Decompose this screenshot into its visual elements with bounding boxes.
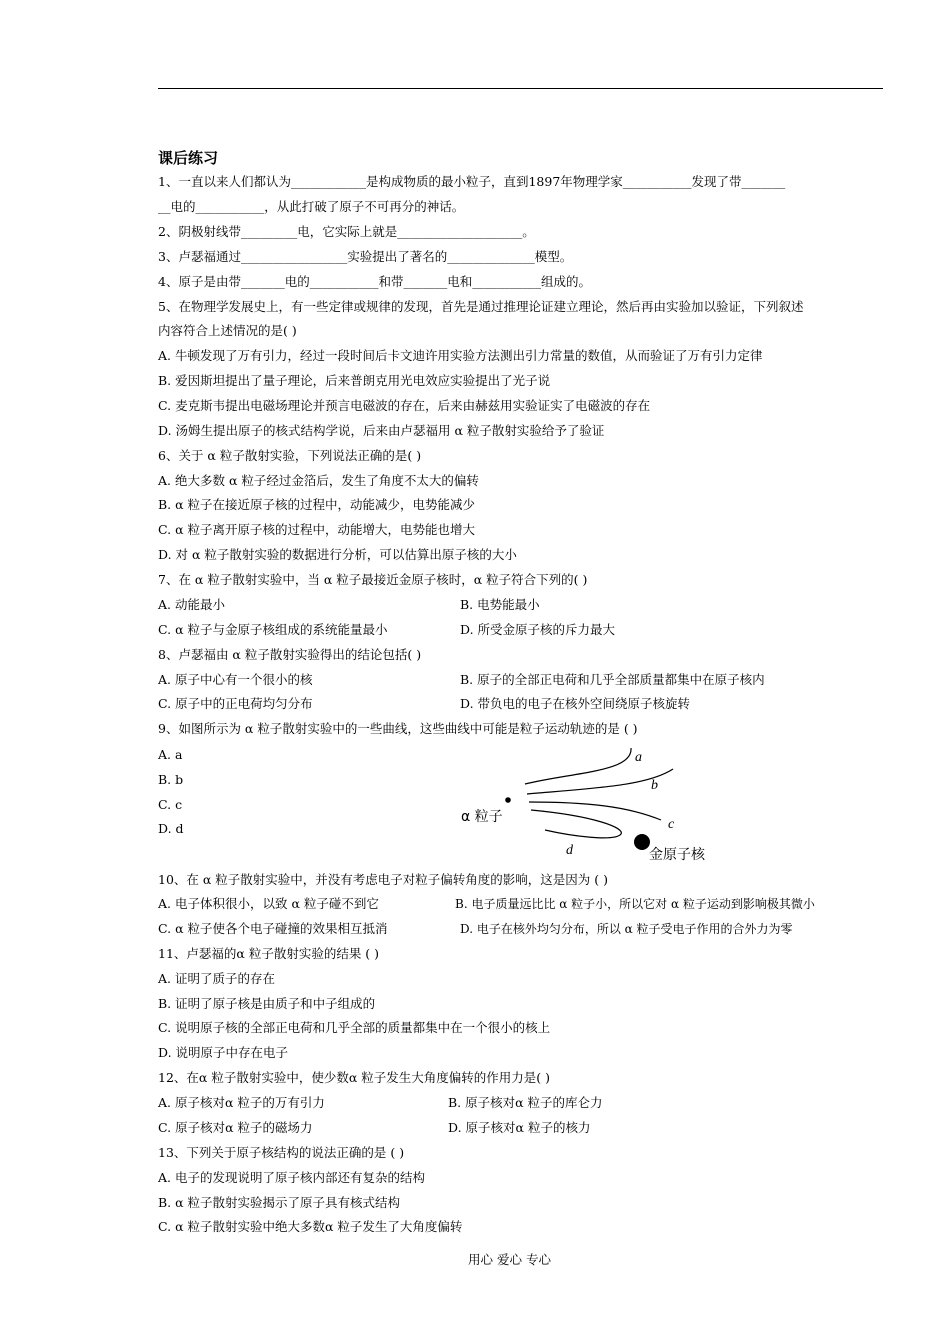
q8-option-b: B. 原子的全部正电荷和几乎全部质量都集中在原子核内 <box>460 672 765 687</box>
text-line: 3、卢瑟福通过_________________实验提出了著名的______________模型。 <box>158 249 573 264</box>
text-line: 5、在物理学发展史上，有一些定律或规律的发现，首先是通过推理论证建立理论，然后再由实验加以验证，下列叙述 <box>158 299 804 314</box>
text-line: A. 绝大多数 α 粒子经过金箔后，发生了角度不太大的偏转 <box>158 473 479 488</box>
q8-option-c: C. 原子中的正电荷均匀分布 <box>158 696 313 711</box>
q13-option-a: A. 电子的发现说明了原子核内部还有复杂的结构 <box>158 1170 425 1185</box>
text-line: B. α 粒子在接近原子核的过程中，动能减少，电势能减少 <box>158 497 476 512</box>
section-title: 课后练习 <box>158 149 219 167</box>
alpha-particle-label: α 粒子 <box>461 809 503 825</box>
text-line: D. 汤姆生提出原子的核式结构学说，后来由卢瑟福用 α 粒子散射实验给予了验证 <box>158 423 605 438</box>
text-line: __电的___________，从此打破了原子不可再分的神话。 <box>158 199 465 214</box>
header-rule <box>158 88 883 89</box>
text-line: 1、一直以来人们都认为____________是构成物质的最小粒子，直到1897年物理学家___________发现了带_______ <box>158 174 786 189</box>
q12-option-c: C. 原子核对α 粒子的磁场力 <box>158 1120 313 1135</box>
q11-option-c: C. 说明原子核的全部正电荷和几乎全部的质量都集中在一个很小的核上 <box>158 1020 551 1035</box>
curve-label-c: c <box>668 817 675 832</box>
q9-option-a: A. a <box>158 747 183 762</box>
q13-stem: 13、下列关于原子核结构的说法正确的是 ( ) <box>158 1145 405 1160</box>
text-line: 7、在 α 粒子散射实验中，当 α 粒子最接近金原子核时，α 粒子符合下列的( ) <box>158 572 588 587</box>
q10-option-b: B. 电子质量远比比 α 粒子小，所以它对 α 粒子运动到影响极其微小 <box>455 897 815 911</box>
text-line: B. 爱因斯坦提出了量子理论，后来普朗克用光电效应实验提出了光子说 <box>158 373 551 388</box>
text-line: A. 牛顿发现了万有引力，经过一段时间后卡文迪许用实验方法测出引力常量的数值，从而验证了万有引力定律 <box>158 348 763 363</box>
q10-option-c: C. α 粒子使各个电子碰撞的效果相互抵消 <box>158 921 388 936</box>
q8-option-d: D. 带负电的电子在核外空间绕原子核旋转 <box>460 696 691 711</box>
q12-option-d: D. 原子核对α 粒子的核力 <box>448 1120 591 1135</box>
gold-nucleus-dot <box>634 834 650 850</box>
scattering-figure <box>455 742 745 867</box>
q10-option-d: D. 电子在核外均匀分布，所以 α 粒子受电子作用的合外力为零 <box>460 922 793 936</box>
q11-stem: 11、卢瑟福的α 粒子散射实验的结果 ( ) <box>158 946 380 961</box>
q13-option-c: C. α 粒子散射实验中绝大多数α 粒子发生了大角度偏转 <box>158 1219 463 1234</box>
q8-stem: 8、卢瑟福由 α 粒子散射实验得出的结论包括( ) <box>158 647 422 662</box>
text-line: 6、关于 α 粒子散射实验，下列说法正确的是( ) <box>158 448 422 463</box>
text-line: 4、原子是由带_______电的___________和带_______电和___________组成的。 <box>158 274 591 289</box>
q12-stem: 12、在α 粒子散射实验中，使少数α 粒子发生大角度偏转的作用力是( ) <box>158 1070 550 1085</box>
curve-label-d: d <box>566 843 573 858</box>
curve-label-a: a <box>635 750 642 765</box>
text-line: C. 麦克斯韦提出电磁场理论并预言电磁波的存在，后来由赫兹用实验证实了电磁波的存在 <box>158 398 651 413</box>
q11-option-a: A. 证明了质子的存在 <box>158 971 275 986</box>
q8-option-a: A. 原子中心有一个很小的核 <box>158 672 313 687</box>
q13-option-b: B. α 粒子散射实验揭示了原子具有核式结构 <box>158 1195 401 1210</box>
text-line: D. 对 α 粒子散射实验的数据进行分析，可以估算出原子核的大小 <box>158 547 517 562</box>
text-line: 2、阴极射线带_________电，它实际上就是____________________。 <box>158 224 535 239</box>
q7-option-b: B. 电势能最小 <box>460 597 540 612</box>
text-line: C. α 粒子离开原子核的过程中，动能增大，电势能也增大 <box>158 522 475 537</box>
alpha-particle-dot <box>505 797 511 803</box>
q7-option-a: A. 动能最小 <box>158 597 225 612</box>
trajectory-a <box>525 748 631 784</box>
q7-option-c: C. α 粒子与金原子核组成的系统能量最小 <box>158 622 388 637</box>
q9-stem: 9、如图所示为 α 粒子散射实验中的一些曲线，这些曲线中可能是粒子运动轨迹的是 ( ) <box>158 721 638 736</box>
q11-option-d: D. 说明原子中存在电子 <box>158 1045 289 1060</box>
q11-option-b: B. 证明了原子核是由质子和中子组成的 <box>158 996 376 1011</box>
q7-option-d: D. 所受金原子核的斥力最大 <box>460 622 616 637</box>
q9-option-b: B. b <box>158 772 184 787</box>
q10-stem: 10、在 α 粒子散射实验中，并没有考虑电子对粒子偏转角度的影响，这是因为 ( ) <box>158 872 608 887</box>
q12-option-a: A. 原子核对α 粒子的万有引力 <box>158 1095 325 1110</box>
page-footer: 用心 爱心 专心 <box>468 1252 551 1267</box>
q9-option-d: D. d <box>158 821 184 836</box>
trajectory-d <box>531 810 621 838</box>
curve-label-b: b <box>651 778 658 793</box>
q9-option-c: C. c <box>158 797 183 812</box>
gold-nucleus-label: 金原子核 <box>649 847 705 863</box>
q10-option-a: A. 电子体积很小，以致 α 粒子碰不到它 <box>158 896 379 911</box>
text-line: 内容符合上述情况的是( ) <box>158 323 297 338</box>
trajectory-c <box>529 802 661 820</box>
q12-option-b: B. 原子核对α 粒子的库仑力 <box>448 1095 603 1110</box>
